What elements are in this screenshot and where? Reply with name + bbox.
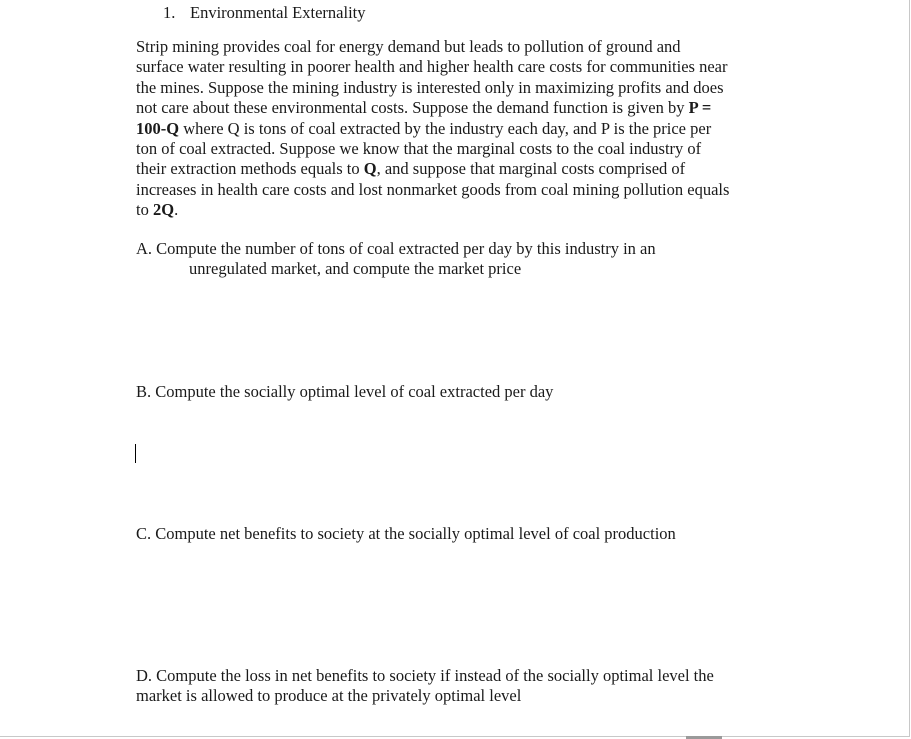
question-d-line1: D. Compute the loss in net benefits to society if instead of the socially optimal level the	[136, 666, 714, 685]
intro-text: , and suppose that marginal costs comprised of	[376, 159, 686, 179]
intro-line	[136, 98, 786, 118]
intro-line	[136, 37, 786, 57]
intro-text: their extraction methods equals to	[136, 159, 364, 179]
question-b	[136, 382, 553, 402]
intro-line	[136, 159, 786, 179]
private-mc-bold: Q	[363, 159, 377, 179]
question-b-line1: B. Compute the socially optimal level of coal extracted per day	[136, 382, 554, 401]
intro-line	[136, 200, 786, 220]
intro-text: surface water resulting in poorer health and higher health care costs for communities near	[136, 57, 728, 77]
intro-text: .	[174, 200, 179, 220]
intro-text: increases in health care costs and lost nonmarket goods from coal mining pollution equals	[136, 179, 730, 199]
section-heading	[163, 2, 366, 24]
intro-line	[136, 119, 786, 139]
intro-text: where Q is tons of coal extracted by the industry each day, and P is the price per	[179, 118, 712, 138]
demand-function-bold: 100-Q	[136, 118, 180, 138]
intro-line	[136, 139, 786, 159]
question-c-line1: C. Compute net benefits to society at the socially optimal level of coal production	[136, 524, 676, 543]
problem-statement	[136, 37, 786, 221]
intro-text: not care about these environmental costs. Suppose the demand function is given by	[136, 98, 689, 118]
intro-text: the mines. Suppose the mining industry is interested only in maximizing profits and does	[136, 77, 724, 97]
question-d-line2: market is allowed to produce at the privately optimal level	[136, 686, 522, 706]
demand-p-bold: P =	[688, 98, 712, 118]
intro-text: Strip mining provides coal for energy demand but leads to pollution of ground and	[136, 37, 681, 56]
section-title: Environmental Externality	[190, 3, 366, 22]
question-d	[136, 666, 714, 707]
text-cursor[interactable]	[135, 444, 136, 463]
intro-line	[136, 180, 786, 200]
intro-line	[136, 78, 786, 98]
intro-text: to	[136, 200, 153, 220]
intro-text: ton of coal extracted. Suppose we know that the marginal costs to the coal industry of	[136, 139, 702, 159]
question-a-line2: unregulated market, and compute the market price	[189, 259, 522, 279]
question-c	[136, 524, 676, 544]
section-number: 1.	[163, 3, 176, 22]
question-a-line1: A. Compute the number of tons of coal extracted per day by this industry in an	[136, 239, 656, 258]
external-mc-bold: 2Q	[152, 200, 175, 220]
question-a	[136, 239, 656, 280]
intro-line	[136, 57, 786, 77]
